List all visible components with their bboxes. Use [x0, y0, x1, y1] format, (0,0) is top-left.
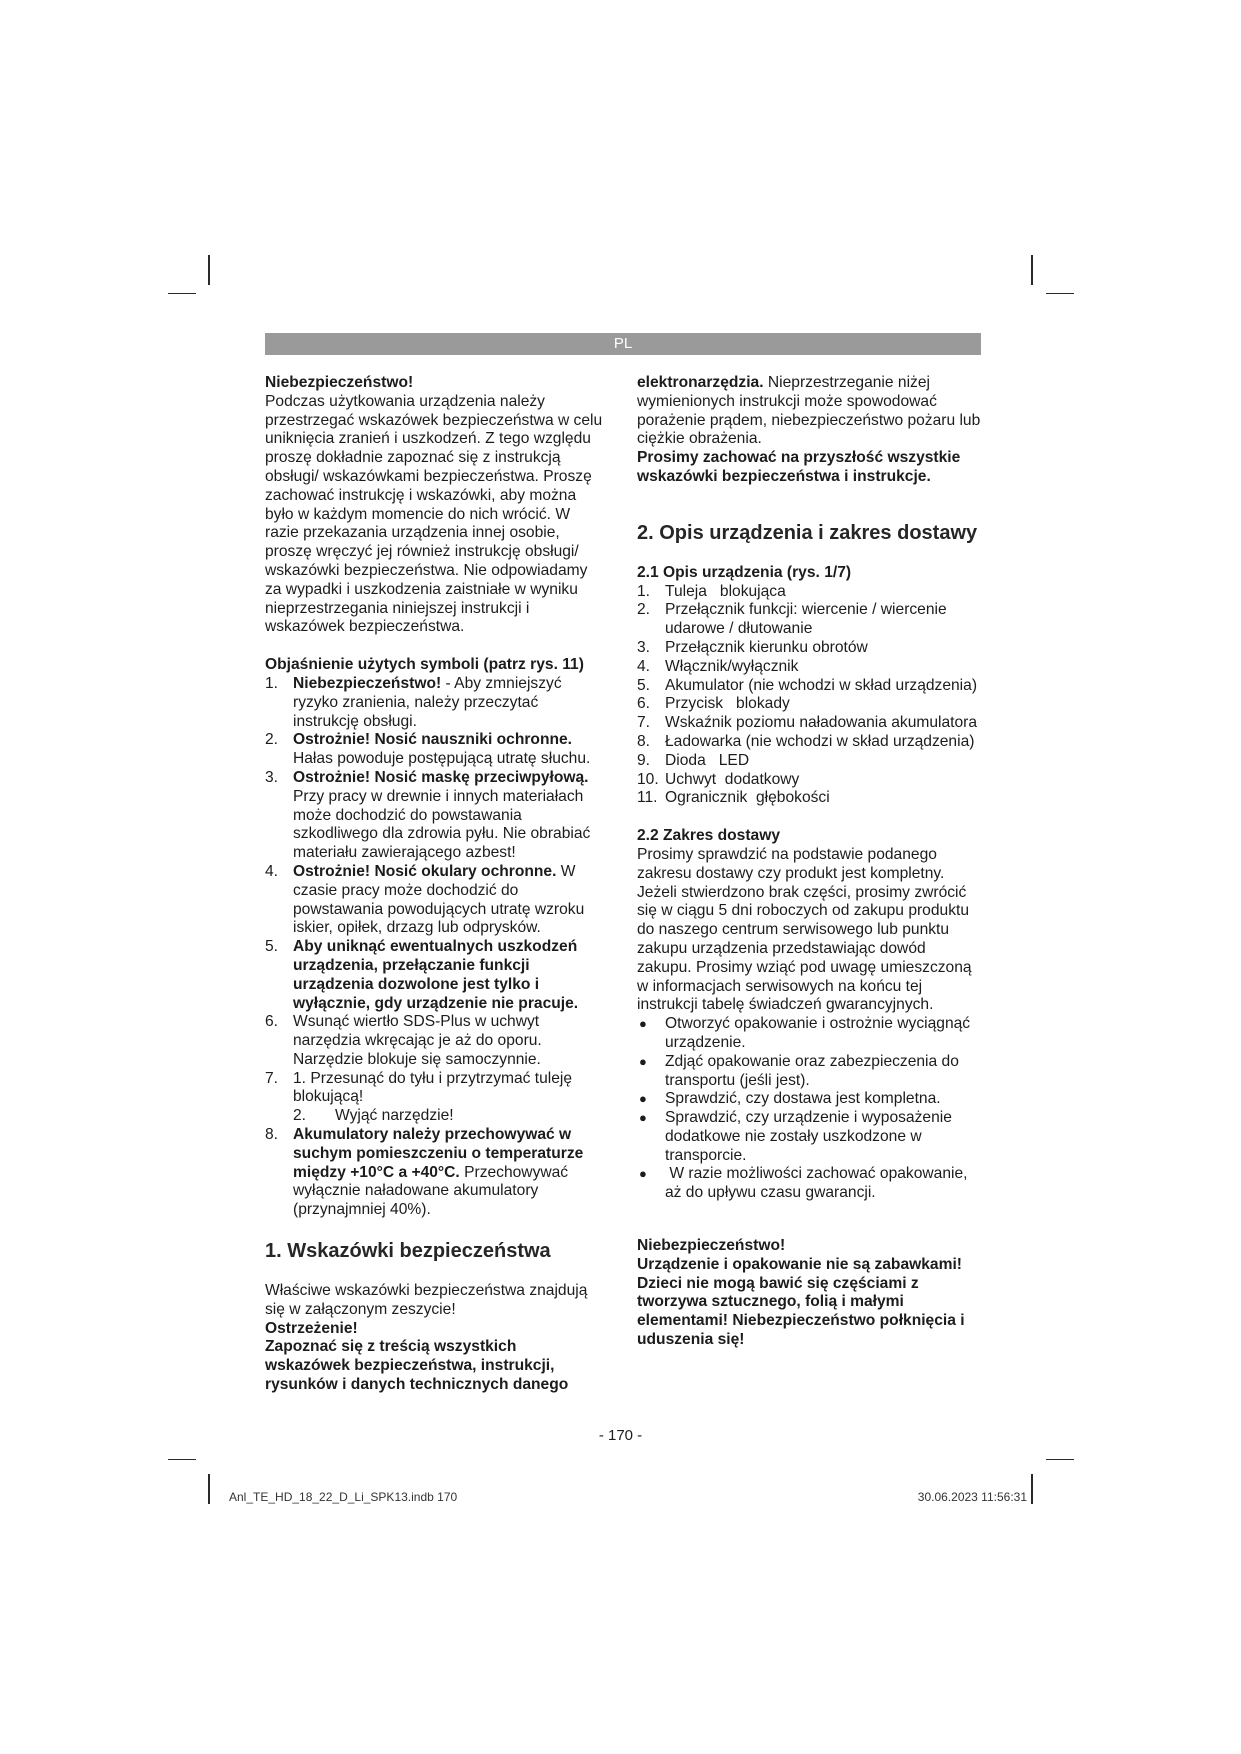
- checklist-item: ● Sprawdzić, czy dostawa jest kompletna.: [639, 1090, 941, 1108]
- symbol-item: 7. 1. Przesunąć do tyłu i przytrzymać tuleję blokującą! 2. Wyjąć narzędzie!: [265, 1070, 605, 1126]
- warning-heading: Ostrzeżenie!: [265, 1319, 358, 1337]
- symbol-item: 5. Aby uniknąć ewentualnych uszkodzeń urządzenia, przełączanie funkcji urządzenia dozwolone jest tylko i wyłącznie, gdy urządzenie nie pracuje.: [265, 938, 579, 1012]
- crop-mark: [168, 1459, 196, 1460]
- checklist-item: ● Sprawdzić, czy urządzenie i wyposażenie dodatkowe nie zostały uszkodzone w transporcie.: [639, 1109, 957, 1164]
- section-2-1-title: 2.1 Opis urządzenia (rys. 1/7): [637, 563, 852, 581]
- continued-paragraph: elektronarzędzia. Nieprzestrzeganie niżej wymienionych instrukcji może spowodować porażenie prądem, niebezpieczeństwo pożaru lub ciężkie obrażenia.: [637, 374, 981, 448]
- crop-mark: [208, 255, 210, 285]
- crop-mark: [208, 1474, 210, 1504]
- checklist-item: ● Zdjąć opakowanie oraz zabezpieczenia do transportu (jeśli jest).: [639, 1052, 964, 1089]
- language-label: PL: [613, 335, 633, 352]
- bullet-icon: ●: [639, 1016, 647, 1032]
- final-danger-heading: Niebezpieczeństwo!: [637, 1237, 786, 1255]
- parts-list: [637, 583, 983, 809]
- symbols-heading: Objaśnienie użytych symboli (patrz rys. 11): [265, 656, 584, 674]
- part-item: 8. Ładowarka (nie wchodzi w skład urządzenia): [637, 732, 975, 750]
- section-1-text: Właściwe wskazówki bezpieczeństwa znajdują się w załączonym zeszycie!: [265, 1282, 588, 1318]
- danger-paragraph: Podczas użytkowania urządzenia należy przestrzegać wskazówek bezpieczeństwa w celu uniknięcia zranień i uszkodzeń. Z tego względu proszę dokładnie zapoznać się z instrukcją obsługi/ wskazówkami bezpieczeństwa. Proszę zachować instrukcję i wskazówki, aby można było w każdym momencie do nich wrócić. W razie przekazania urządzenia innej osobie, proszę wręczyć jej również instrukcję obsługi/ wskazówki bezpieczeństwa. Nie odpowiadamy za wypadki i uszkodzenia zaistniałe w wyniku nieprzestrzegania niniejszej instrukcji i wskazówek bezpieczeństwa.: [265, 392, 603, 636]
- part-item: 7. Wskaźnik poziomu naładowania akumulatora: [637, 714, 978, 732]
- symbols-list: [265, 675, 605, 1220]
- right-column: [637, 374, 983, 1350]
- crop-mark: [1046, 293, 1074, 294]
- part-item: 6. Przycisk blokady: [637, 695, 790, 713]
- symbol-item: 1. Niebezpieczeństwo! - Aby zmniejszyć ryzyko zranienia, należy przeczytać instrukcję obsługi.: [265, 674, 562, 730]
- danger-heading: Niebezpieczeństwo!: [265, 374, 414, 391]
- crop-mark: [1031, 255, 1033, 285]
- crop-mark: [168, 293, 196, 294]
- symbol-item: 4. Ostrożnie! Nosić okulary ochronne. W czasie pracy może dochodzić do powstawania powodujących utratę wzroku iskier, opiłek, drzazg lub odprysków.: [265, 862, 585, 937]
- part-item: 11. Ogranicznik głębokości: [637, 789, 830, 807]
- footer-datetime: 30.06.2023 11:56:31: [917, 1490, 1027, 1504]
- symbol-item: 8. Akumulatory należy przechowywać w suchym pomieszczeniu o temperaturze między +10°C a +40°C. Przechowywać wyłącznie naładowane akumulatory (przynajmniej 40%).: [265, 1126, 584, 1219]
- language-header-bar: [265, 333, 981, 355]
- part-item: 10. Uchwyt dodatkowy: [637, 770, 800, 788]
- part-item: 1. Tuleja blokująca: [637, 582, 786, 600]
- bullet-icon: ●: [639, 1053, 647, 1069]
- part-item: 2. Przełącznik funkcji: wiercenie / wiercenie udarowe / dłutowanie: [637, 601, 952, 638]
- left-column: [265, 374, 605, 1395]
- footer-filename: Anl_TE_HD_18_22_D_Li_SPK13.indb 170: [229, 1490, 458, 1504]
- part-item: 3. Przełącznik kierunku obrotów: [637, 638, 868, 656]
- checklist-item: ● W razie możliwości zachować opakowanie, aż do upływu czasu gwarancji.: [639, 1165, 972, 1202]
- page-number: - 170 -: [598, 1427, 643, 1444]
- bullet-icon: ●: [639, 1110, 647, 1126]
- bullet-icon: ●: [639, 1091, 647, 1107]
- symbol-subitem: 2. Wyjąć narzędzie!: [293, 1107, 454, 1125]
- delivery-checklist: [637, 1015, 983, 1203]
- crop-mark: [1046, 1459, 1074, 1460]
- final-danger-text: Urządzenie i opakowanie nie są zabawkami! Dzieci nie mogą bawić się częściami z tworzywa sztucznego, folią i małymi elementami! Niebezpieczeństwo połknięcia i uduszenia się!: [637, 1255, 965, 1349]
- symbol-item: 2. Ostrożnie! Nosić nauszniki ochronne. Hałas powoduje postępującą utratę słuchu.: [265, 731, 591, 768]
- bullet-icon: ●: [639, 1166, 647, 1182]
- section-2-title: 2. Opis urządzenia i zakres dostawy: [637, 521, 978, 544]
- section-1-title: 1. Wskazówki bezpieczeństwa: [265, 1240, 551, 1263]
- section-2-2-title: 2.2 Zakres dostawy: [637, 827, 781, 845]
- part-item: 9. Dioda LED: [637, 751, 750, 769]
- symbol-item: 3. Ostrożnie! Nosić maskę przeciwpyłową. Przy pracy w drewnie i innych materiałach może dochodzić do powstawania szkodliwego dla zdrowia pyłu. Nie obrabiać materiału zawierającego azbest!: [265, 768, 591, 862]
- symbol-item: 6. Wsunąć wiertło SDS-Plus w uchwyt narzędzia wkręcając je aż do oporu. Narzędzie blokuje się samoczynnie.: [265, 1013, 542, 1068]
- warning-text: Zapoznać się z treścią wszystkich wskazówek bezpieczeństwa, instrukcji, rysunków i danych technicznych danego: [265, 1338, 569, 1394]
- checklist-item: ● Otworzyć opakowanie i ostrożnie wyciągnąć urządzenie.: [639, 1015, 975, 1051]
- keep-instructions-note: Prosimy zachować na przyszłość wszystkie wskazówki bezpieczeństwa i instrukcje.: [637, 449, 961, 485]
- delivery-paragraph: Prosimy sprawdzić na podstawie podanego zakresu dostawy czy produkt jest kompletny. Jeżeli stwierdzono brak części, prosimy zwrócić się w ciągu 5 dni roboczych od zakupu produktu do naszego centrum serwisowego lub punktu zakupu urządzenia przedstawiając dowód zakupu. Prosimy wziąć pod uwagę umieszczoną w informacjach serwisowych na końcu tej instrukcji tabelę świadczeń gwarancyjnych.: [637, 845, 972, 1014]
- part-item: 4. Włącznik/wyłącznik: [637, 657, 799, 675]
- part-item: 5. Akumulator (nie wchodzi w skład urządzenia): [637, 676, 978, 694]
- crop-mark: [1031, 1474, 1033, 1504]
